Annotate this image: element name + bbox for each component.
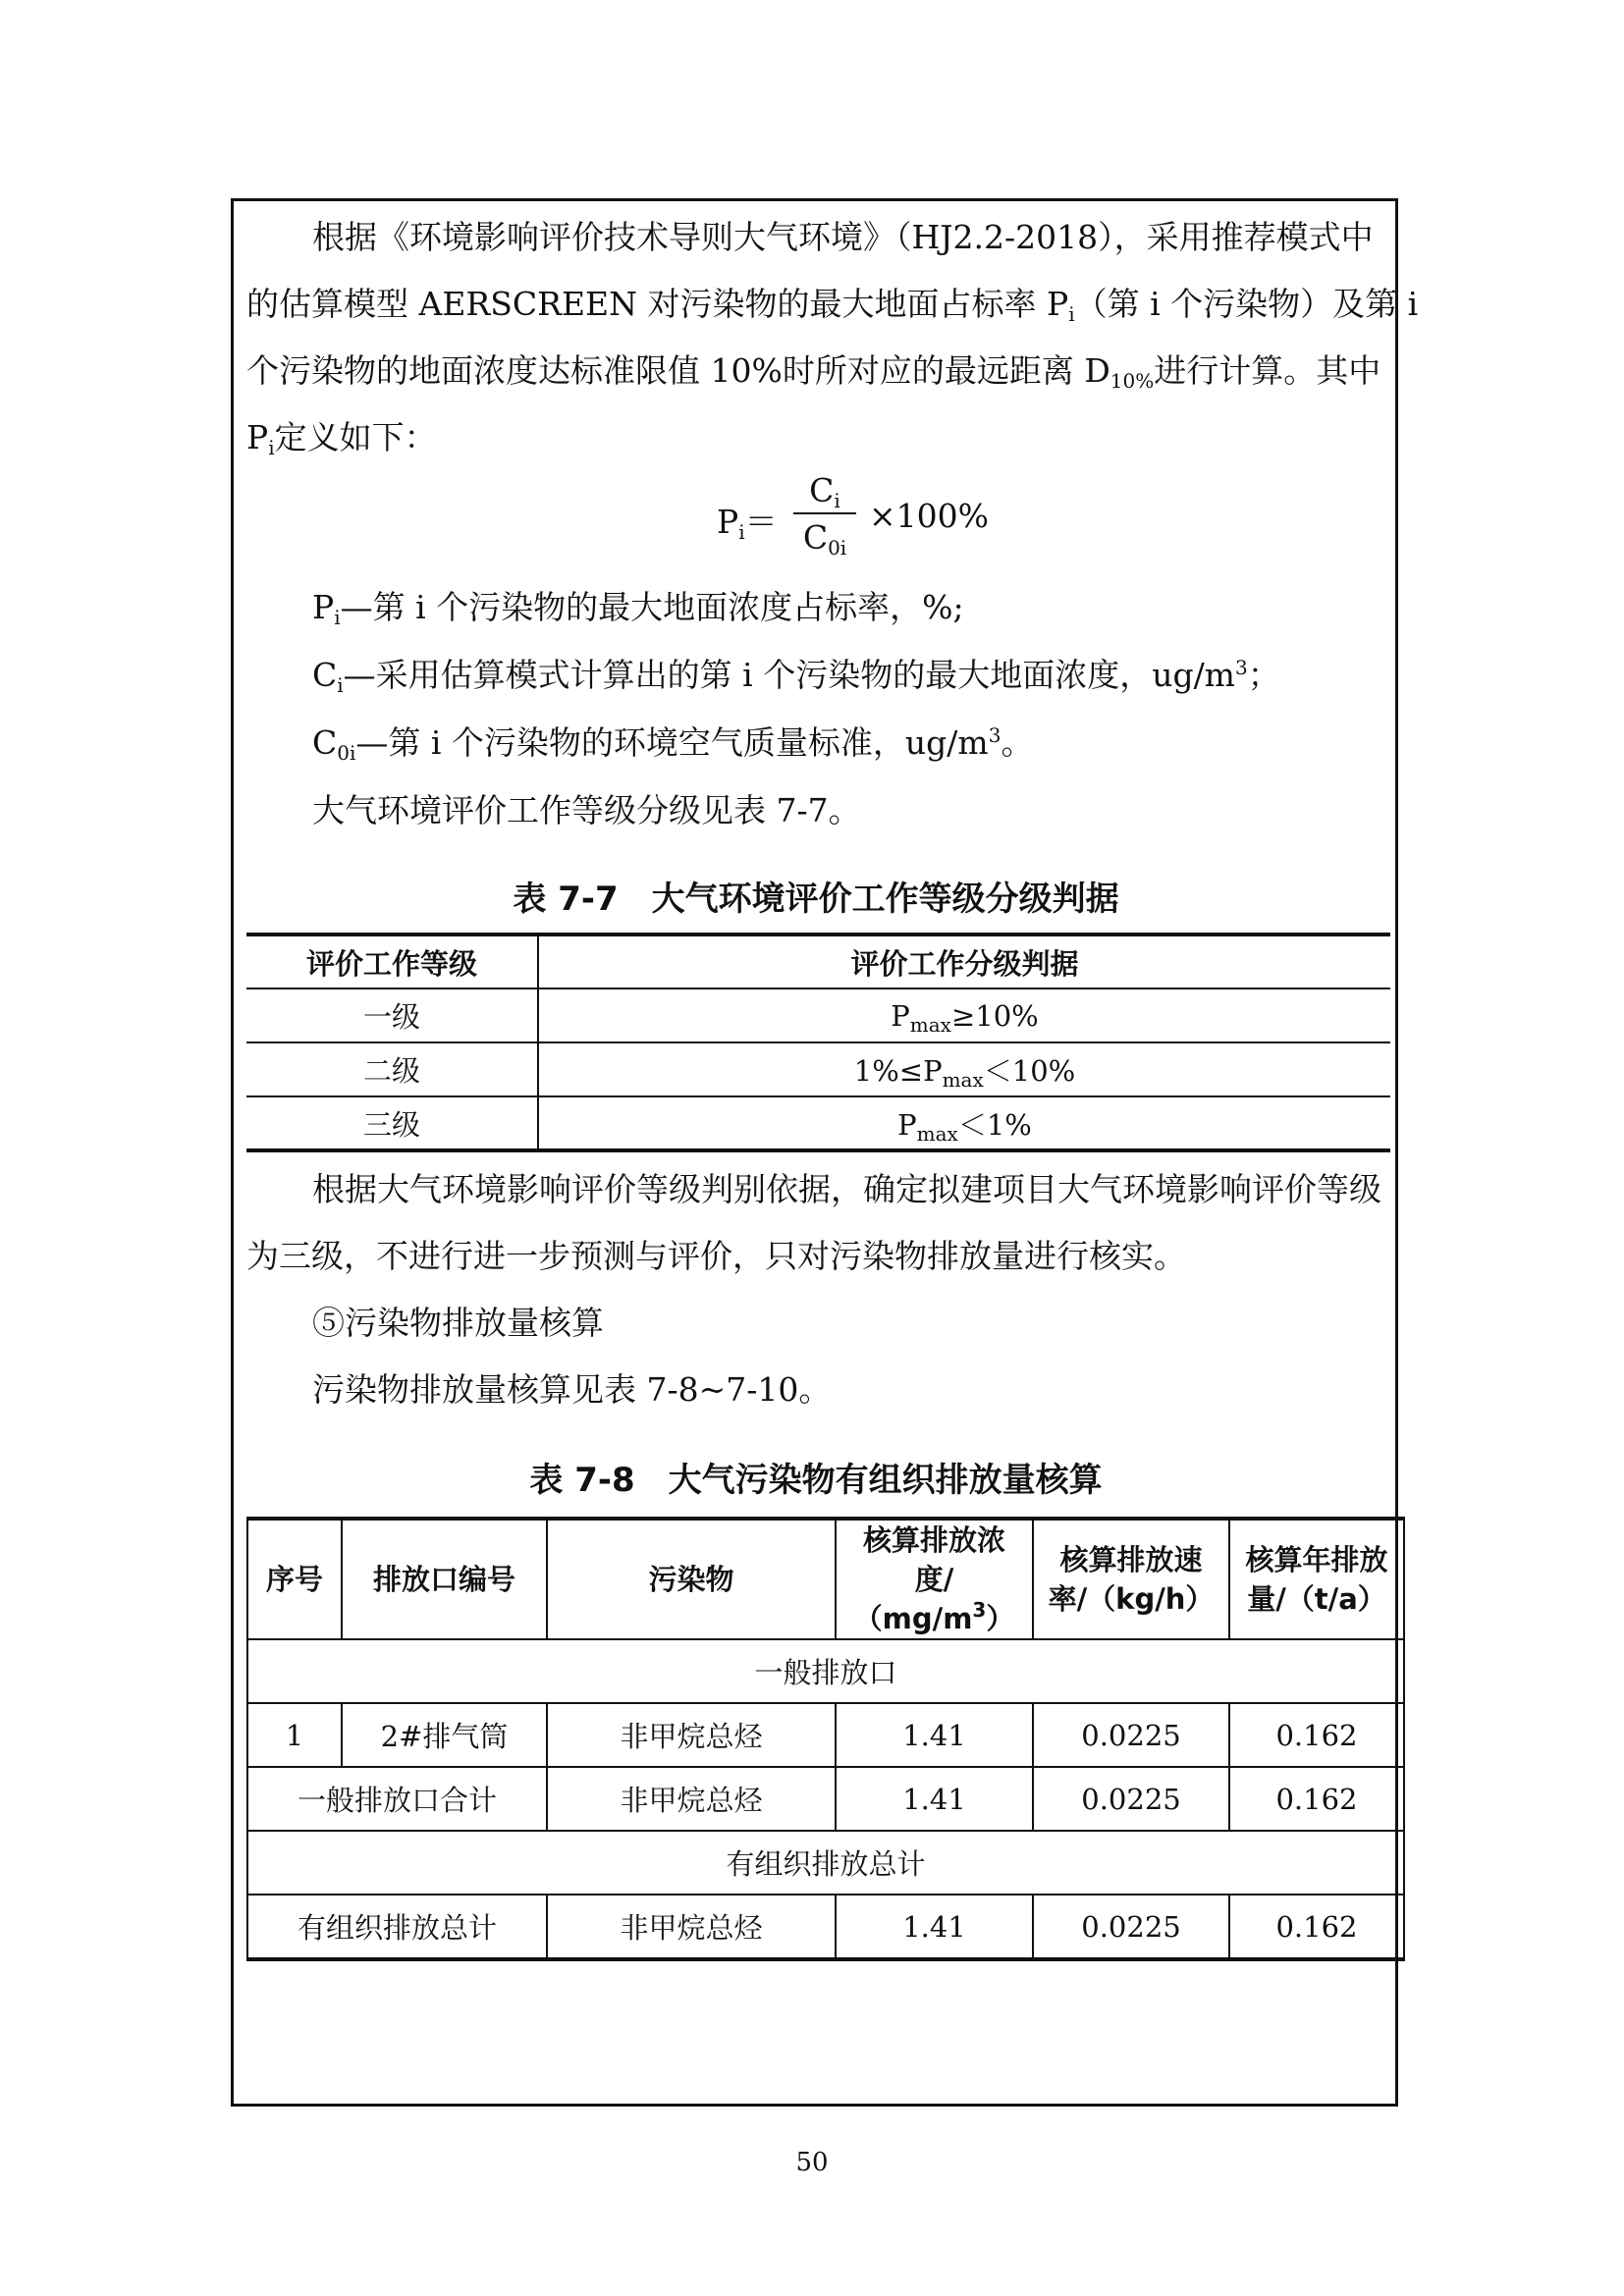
table-cell: 1.41 [836,1703,1033,1767]
table-cell: 非甲烷总烃 [547,1703,836,1767]
column-header: 核算年排放 量/（t/a） [1229,1519,1404,1639]
table-cell: 1.41 [836,1767,1033,1831]
column-header: 核算排放速 率/（kg/h） [1033,1519,1229,1639]
table-cell: 0.0225 [1033,1767,1229,1831]
page-number: 50 [795,2148,829,2177]
grade-criteria-table [246,933,1390,1152]
section-row [247,1831,1404,1895]
emission-accounting-table [246,1517,1405,1961]
table-cell: 0.162 [1229,1895,1404,1959]
table-row [247,1703,1404,1767]
table-header-row [247,1519,1404,1639]
definition-line: $C_i—$采用估算模式计算出的第 i 个污染物的最大地面浓度，$ug/m^3$； [312,656,1280,697]
formula-denominator: $C_{0i}$ [802,518,847,560]
section-label: 有组织排放总计 [247,1831,1404,1895]
section-label: 一般排放口 [247,1639,1404,1703]
formula-numerator: $C_i$ [809,471,840,512]
table-cell: 2#排气筒 [342,1703,547,1767]
column-header: 序号 [247,1519,342,1639]
formula-lhs: $P_i=$ [717,503,778,544]
definition-line: $P_i—$第 i 个污染物的最大地面浓度占标率，%; [312,588,964,629]
criteria-cell: $1\%\le P_{max}<10\%$ [538,1042,1390,1096]
table-row [246,988,1390,1042]
table-caption: 表 7-8 大气污染物有组织排放量核算 [529,1461,1103,1500]
table-cell: 0.162 [1229,1703,1404,1767]
table-header-row [246,934,1390,988]
total-row [247,1895,1404,1959]
paragraph-line: 大气环境评价工作等级分级见表 7-7。 [312,791,861,829]
table-cell: 0.0225 [1033,1703,1229,1767]
definition-line: $C_{0i}—$第 i 个污染物的环境空气质量标准，$ug/m^3$。 [312,723,1034,765]
grade-cell: 二级 [246,1042,538,1096]
column-header: 评价工作分级判据 [538,934,1390,988]
column-header: 评价工作等级 [246,934,538,988]
section-heading: ⑤污染物排放量核算 [312,1304,604,1342]
table-row [246,1096,1390,1150]
paragraph-line: 的估算模型 AERSCREEN 对污染物的最大地面占标率 $P_i$（第 i 个污染物）及第 i [246,285,1419,326]
table-cell: 0.0225 [1033,1895,1229,1959]
table-cell: 一般排放口合计 [247,1767,547,1831]
table-cell: 1 [247,1703,342,1767]
table-row [246,1042,1390,1096]
section-row [247,1639,1404,1703]
criteria-cell: $P_{max}<1\%$ [538,1096,1390,1150]
table-caption: 表 7-7 大气环境评价工作等级分级判据 [513,880,1119,919]
table-cell: 0.162 [1229,1767,1404,1831]
paragraph-line: 污染物排放量核算见表 7-8~7-10。 [312,1370,832,1409]
column-header: 核算排放浓 度$/(mg/m^3)$ [836,1519,1033,1639]
paragraph-line: 为三级，不进行进一步预测与评价，只对污染物排放量进行核实。 [246,1237,1186,1275]
column-header: 排放口编号 [342,1519,547,1639]
criteria-cell: $P_{max}\ge 10\%$ [538,988,1390,1042]
grade-cell: 三级 [246,1096,538,1150]
table-cell: 1.41 [836,1895,1033,1959]
formula-rhs: ×100% [869,497,989,535]
paragraph-line: 根据大气环境影响评价等级判别依据，确定拟建项目大气环境影响评价等级 [312,1170,1381,1208]
grade-cell: 一级 [246,988,538,1042]
table-cell: 非甲烷总烃 [547,1767,836,1831]
paragraph-line: 个污染物的地面浓度达标准限值 10%时所对应的最远距离 $D_{10\%}$进行计算。其中 [246,351,1381,393]
fraction-bar [793,512,856,514]
subtotal-row [247,1767,1404,1831]
paragraph-line: $P_i$定义如下： [246,418,437,459]
column-header: 污染物 [547,1519,836,1639]
paragraph-line: 根据《环境影响评价技术导则大气环境》（HJ2.2-2018），采用推荐模式中 [312,218,1374,256]
table-cell: 有组织排放总计 [247,1895,547,1959]
table-cell: 非甲烷总烃 [547,1895,836,1959]
